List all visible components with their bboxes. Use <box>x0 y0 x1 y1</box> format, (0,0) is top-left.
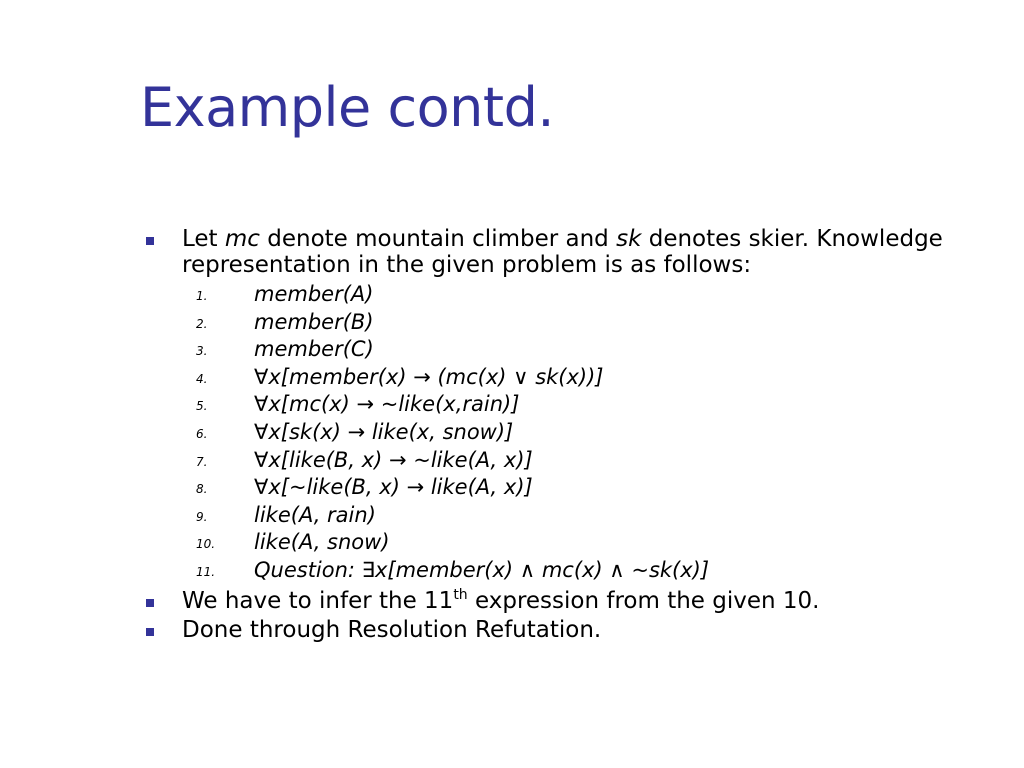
formula-expression: member(C) <box>254 337 374 362</box>
bullet-knowledge-representation <box>140 226 980 585</box>
formula-item <box>182 502 980 530</box>
formula-item <box>182 364 980 392</box>
formula-number: 5. <box>196 399 208 414</box>
square-bullet-icon <box>146 599 154 607</box>
formula-expression: ∀x[~like(B, x) → like(A, x)] <box>254 475 533 500</box>
bullet-resolution-refutation <box>140 617 980 643</box>
formula-expression: like(A, rain) <box>254 502 376 527</box>
formula-item-question <box>182 557 980 585</box>
formula-number: 3. <box>196 344 208 359</box>
formula-number: 8. <box>196 482 208 497</box>
text-infer-pre: We have to infer the 11 <box>182 587 454 614</box>
slide-title: Example contd. <box>140 76 555 139</box>
bullet-infer-expression <box>140 588 980 614</box>
formula-item <box>182 419 980 447</box>
formula-expression: ∀x[sk(x) → like(x, snow)] <box>254 419 514 444</box>
formula-number: 4. <box>196 371 208 386</box>
term-sk: sk <box>616 226 642 252</box>
formula-item <box>182 474 980 502</box>
bullet-list <box>140 226 980 646</box>
formula-item <box>182 336 980 364</box>
text-let: Let <box>182 226 225 252</box>
bullet-text <box>182 226 980 278</box>
text-denote: denote mountain climber and <box>259 226 617 252</box>
formula-expression: member(B) <box>254 309 374 334</box>
formula-number: 11. <box>196 564 216 579</box>
text-denotes-skier: denotes skier. Knowledge representation in the given problem is as follows: <box>182 226 943 278</box>
formula-number: 6. <box>196 426 208 441</box>
square-bullet-icon <box>146 628 154 636</box>
formula-expression: Question: ∃x[member(x) ∧ mc(x) ∧ ~sk(x)] <box>254 557 710 582</box>
text-superscript: th <box>453 586 468 603</box>
formula-number: 1. <box>196 289 208 303</box>
formula-item <box>182 281 980 309</box>
formula-number: 7. <box>196 454 208 469</box>
formula-expression: member(A) <box>254 282 374 306</box>
formula-item <box>182 529 980 557</box>
formula-item <box>182 309 980 337</box>
formula-list <box>182 281 980 585</box>
square-bullet-icon <box>146 237 154 245</box>
formula-expression: ∀x[like(B, x) → ~like(A, x)] <box>254 447 533 472</box>
formula-number: 2. <box>196 316 208 331</box>
bullet-text <box>182 588 980 614</box>
formula-number: 10. <box>196 537 216 552</box>
formula-number: 9. <box>196 509 208 524</box>
text-infer-post: expression from the given 10. <box>467 587 820 614</box>
formula-expression: ∀x[mc(x) → ~like(x,rain)] <box>254 392 520 417</box>
formula-item <box>182 391 980 419</box>
term-mc: mc <box>224 226 260 252</box>
formula-expression: like(A, snow) <box>254 530 390 555</box>
formula-expression: ∀x[member(x) → (mc(x) ∨ sk(x))] <box>254 364 604 389</box>
formula-item <box>182 447 980 475</box>
bullet-text: Done through Resolution Refutation. <box>182 616 602 643</box>
